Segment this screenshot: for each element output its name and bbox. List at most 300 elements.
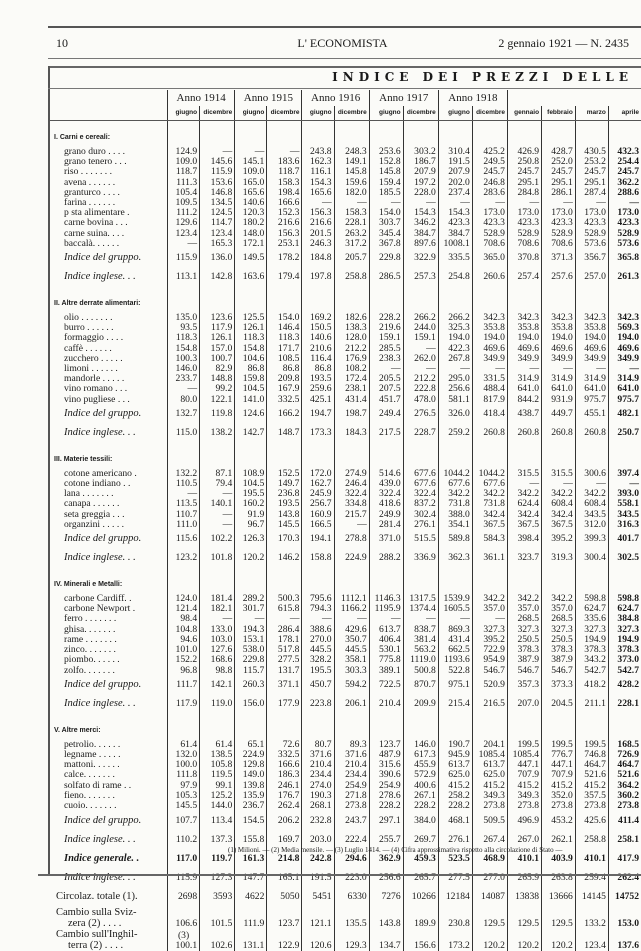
value-cell: 108.9 [235, 469, 267, 479]
value-cell: 273.8 [542, 801, 576, 811]
value-cell: 426.9 [507, 147, 541, 157]
value-cell: 117.0 [168, 849, 200, 868]
value-cell: 357.5 [575, 791, 608, 801]
value-cell: 177.9 [267, 695, 302, 714]
year-header: Anno 1917 [369, 90, 438, 106]
value-cell: 273.8 [608, 801, 641, 811]
value-cell: 117.9 [200, 323, 235, 333]
value-cell: 159.4 [369, 178, 403, 188]
value-cell: 131.7 [267, 666, 302, 676]
value-cell: 109.0 [168, 157, 200, 167]
value-cell: 123.7 [369, 740, 403, 750]
value-cell: 267.4 [472, 830, 507, 849]
value-cell: 438.7 [507, 405, 541, 424]
month-corner-cell [50, 106, 168, 121]
value-cell: 295.1 [507, 178, 541, 188]
value-cell [575, 929, 608, 951]
month-header: dicembre [334, 106, 369, 121]
value-cell: 216.6 [302, 218, 334, 228]
value-cell [403, 714, 438, 740]
value-cell: 145.8 [369, 167, 403, 177]
value-cell: 115.9 [168, 249, 200, 268]
value-cell: 316.3 [608, 520, 641, 530]
value-cell: 294.6 [334, 849, 369, 868]
value-cell: 172.4 [334, 374, 369, 384]
value-cell [608, 287, 641, 313]
value-cell: 263.2 [334, 229, 369, 239]
value-cell: 708.6 [472, 239, 507, 249]
value-cell: 270.0 [302, 635, 334, 645]
commodity-label: grano duro . . . . [50, 147, 168, 157]
value-cell: 204.1 [472, 740, 507, 750]
value-cell: 123.4 [168, 229, 200, 239]
value-cell: 86.8 [302, 364, 334, 374]
footnote-marker: (3) [170, 931, 197, 941]
value-cell: 228.2 [403, 801, 438, 811]
value-cell: 232.8 [302, 811, 334, 830]
value-cell [542, 929, 576, 951]
value-cell: 123.4 [200, 229, 235, 239]
value-cell: 111.3 [168, 178, 200, 188]
value-cell: 378.3 [575, 645, 608, 655]
value-cell: 158.3 [334, 208, 369, 218]
value-cell: — [403, 198, 438, 208]
value-cell: 87.1 [200, 469, 235, 479]
value-cell [403, 929, 438, 951]
value-cell: 132.0 [168, 750, 200, 760]
value-cell: 125.2 [200, 791, 235, 801]
section-title-row [50, 121, 641, 148]
value-cell: 572.9 [403, 770, 438, 780]
value-cell: 102.2 [200, 530, 235, 549]
value-cell: 157.0 [200, 344, 235, 354]
value-cell [302, 568, 334, 594]
value-cell: 357.0 [472, 604, 507, 614]
english-index-row [50, 549, 641, 568]
commodity-label: zucchero . . . . . [50, 354, 168, 364]
value-cell: 262.4 [608, 868, 641, 887]
value-cell: 343.5 [575, 510, 608, 520]
value-cell: 142.1 [200, 676, 235, 695]
value-cell: 245.7 [542, 167, 576, 177]
value-cell: 159.6 [334, 178, 369, 188]
value-cell: 123.7 [267, 907, 302, 929]
value-cell: 65.1 [235, 740, 267, 750]
value-cell: 115.0 [168, 424, 200, 443]
section-title: II. Altre derrate alimentari: [50, 287, 168, 313]
value-cell [200, 929, 235, 951]
value-cell [235, 287, 267, 313]
value-cell [369, 121, 403, 148]
value-cell: 415.2 [472, 781, 507, 791]
value-cell: 542.7 [575, 666, 608, 676]
value-cell: 173.3 [302, 424, 334, 443]
value-cell: 190.3 [302, 791, 334, 801]
value-cell: 538.0 [235, 645, 267, 655]
value-cell: 327.3 [507, 625, 541, 635]
value-cell: 94.6 [168, 635, 200, 645]
value-cell: 140.1 [200, 499, 235, 509]
value-cell: 238.3 [369, 354, 403, 364]
value-cell [235, 568, 267, 594]
value-cell [200, 714, 235, 740]
value-cell: 349.3 [472, 791, 507, 801]
value-cell: 315.5 [507, 469, 541, 479]
value-cell: 250.7 [608, 424, 641, 443]
value-cell: 390.6 [369, 770, 403, 780]
value-cell: 449.7 [542, 405, 576, 424]
value-cell: 342.2 [575, 489, 608, 499]
value-cell: 546.7 [507, 666, 541, 676]
value-cell: 397.4 [608, 469, 641, 479]
value-cell: 469.6 [608, 344, 641, 354]
value-cell: 111.8 [168, 770, 200, 780]
value-cell: 98.8 [200, 666, 235, 676]
value-cell: 110.2 [168, 830, 200, 849]
value-cell: 101.8 [200, 549, 235, 568]
value-cell: 418.6 [369, 499, 403, 509]
value-cell: 371.3 [542, 249, 576, 268]
value-cell: 517.8 [267, 645, 302, 655]
value-cell: 223.0 [334, 868, 369, 887]
value-cell: — [403, 364, 438, 374]
commodity-label: organzini . . . . . [50, 520, 168, 530]
value-cell: 159.1 [369, 333, 403, 343]
value-cell [168, 287, 200, 313]
value-cell: — [302, 614, 334, 624]
year-header-row [50, 90, 641, 106]
page-header [56, 34, 629, 52]
value-cell: 179.4 [267, 268, 302, 287]
value-cell: 267.8 [438, 354, 472, 364]
value-cell: 246.1 [267, 781, 302, 791]
value-cell: 191.5 [438, 157, 472, 167]
value-cell: 161.3 [235, 849, 267, 868]
value-cell: 118.7 [267, 167, 302, 177]
value-cell: 367.8 [369, 239, 403, 249]
value-cell: 184.3 [334, 424, 369, 443]
value-cell: 244.0 [403, 323, 438, 333]
value-cell: 1044.2 [438, 469, 472, 479]
value-cell: 1317.5 [403, 594, 438, 604]
value-cell: 123.2 [168, 549, 200, 568]
value-cell: 194.9 [575, 635, 608, 645]
value-cell: 1119.0 [403, 655, 438, 665]
value-cell: 113.1 [168, 268, 200, 287]
value-cell: — [200, 520, 235, 530]
value-cell: 677.6 [438, 479, 472, 489]
commodity-label: calce. . . . . . . [50, 770, 168, 780]
value-cell [334, 443, 369, 469]
month-header: febbraio [542, 106, 576, 121]
value-cell: 708.6 [507, 239, 541, 249]
value-cell [608, 443, 641, 469]
value-cell: 297.1 [369, 811, 403, 830]
value-cell: 259.6 [302, 384, 334, 394]
commodity-row [50, 395, 641, 405]
value-cell: 182.6 [334, 313, 369, 323]
value-cell: 384.7 [438, 229, 472, 239]
value-cell: 145.5 [267, 520, 302, 530]
value-cell: 624.4 [507, 499, 541, 509]
value-cell: 319.3 [542, 549, 576, 568]
value-cell: 135.5 [334, 907, 369, 929]
value-cell: 115.6 [168, 530, 200, 549]
value-cell: 160.9 [302, 510, 334, 520]
value-cell: 269.7 [403, 830, 438, 849]
commodity-label: zinco. . . . . . . [50, 645, 168, 655]
value-cell: 625.0 [438, 770, 472, 780]
value-cell: 194.0 [438, 333, 472, 343]
value-cell: 120.3 [235, 208, 267, 218]
value-cell: 257.6 [542, 268, 576, 287]
value-cell: 844.2 [507, 395, 541, 405]
commodity-label: petrolio. . . . . . [50, 740, 168, 750]
general-index-label: Indice generale. . [50, 849, 168, 868]
value-cell: 7276 [369, 887, 403, 907]
title-rule [48, 88, 641, 89]
group-index-label: Indice del gruppo. [50, 676, 168, 695]
value-cell: 273.8 [507, 801, 541, 811]
value-cell: 422.3 [438, 344, 472, 354]
value-cell: 349.9 [575, 354, 608, 364]
value-cell [267, 287, 302, 313]
value-text: 122.9 [269, 941, 299, 951]
value-cell: 173.0 [472, 208, 507, 218]
value-cell [369, 714, 403, 740]
table-title: INDICE DEI PREZZI DELLE [332, 70, 633, 84]
month-header: giugno [168, 106, 200, 121]
value-cell: 378.3 [608, 645, 641, 655]
month-header: marzo [575, 106, 608, 121]
value-cell: 746.8 [575, 750, 608, 760]
value-cell: 257.0 [575, 268, 608, 287]
value-cell: 159.1 [403, 333, 438, 343]
value-cell: 194.0 [575, 333, 608, 343]
value-cell: 367.5 [472, 520, 507, 530]
group-index-row [50, 811, 641, 830]
value-cell: — [542, 364, 576, 374]
value-cell: 837.2 [403, 499, 438, 509]
group-index-label: Indice del gruppo. [50, 405, 168, 424]
uk-exchange-row [50, 929, 641, 951]
commodity-label: zolfo. . . . . . . [50, 666, 168, 676]
commodity-label: seta greggia . . . [50, 510, 168, 520]
value-cell: 98.4 [168, 614, 200, 624]
value-cell: 105.3 [168, 791, 200, 801]
value-cell: 528.9 [608, 229, 641, 239]
footnote: (1) Milioni. — (2) Media mensile. — (3) Luglio 1414. — (4) Cifra approssimativa rispetto alla circolazione di Stato — [228, 846, 562, 854]
value-cell: 104.8 [168, 625, 200, 635]
value-cell: 136.0 [200, 249, 235, 268]
value-cell: 447.1 [507, 760, 541, 770]
value-cell: 283.6 [472, 188, 507, 198]
value-cell: 384.8 [608, 614, 641, 624]
value-cell: 617.3 [403, 750, 438, 760]
value-cell: 261.3 [608, 268, 641, 287]
value-cell: 522.8 [438, 666, 472, 676]
value-cell: 353.8 [507, 323, 541, 333]
value-cell: 228.2 [369, 313, 403, 323]
value-cell: 193.5 [267, 499, 302, 509]
commodity-label: carbone Newport . [50, 604, 168, 614]
value-cell: 677.6 [403, 479, 438, 489]
top-rule [48, 26, 641, 28]
value-cell: 415.2 [542, 781, 576, 791]
value-cell: 199.5 [542, 740, 576, 750]
group-index-label: Indice del gruppo. [50, 811, 168, 830]
value-cell: — [575, 479, 608, 489]
value-cell: 206.1 [334, 695, 369, 714]
value-cell: 169.2 [302, 313, 334, 323]
value-cell: 289.2 [235, 594, 267, 604]
value-cell: 194.9 [608, 635, 641, 645]
value-cell: 181.4 [200, 594, 235, 604]
value-cell: 230.8 [438, 907, 472, 929]
value-cell: 345.4 [369, 229, 403, 239]
commodity-label: vino romano . . . [50, 384, 168, 394]
value-cell: 243.7 [334, 811, 369, 830]
value-cell: 469.6 [575, 344, 608, 354]
price-index-table [50, 90, 641, 951]
value-cell: 295.1 [575, 178, 608, 188]
value-cell: 194.0 [507, 333, 541, 343]
value-cell: 335.5 [438, 249, 472, 268]
year-header: Anno 1914 [168, 90, 235, 106]
commodity-label: cotone americano . [50, 469, 168, 479]
value-cell: — [403, 614, 438, 624]
value-cell: — [168, 489, 200, 499]
value-cell [438, 443, 472, 469]
value-cell: 236.7 [235, 801, 267, 811]
value-cell: 154.3 [438, 208, 472, 218]
value-cell: 154.3 [302, 178, 334, 188]
value-cell: 123.6 [200, 313, 235, 323]
value-cell [267, 121, 302, 148]
value-cell: 342.2 [438, 489, 472, 499]
value-cell: 439.0 [369, 479, 403, 489]
commodity-label: riso . . . . . . . [50, 167, 168, 177]
value-cell: 266.2 [403, 313, 438, 323]
value-cell: 165.6 [302, 188, 334, 198]
value-cell: 167.9 [267, 384, 302, 394]
value-cell: 423.3 [608, 218, 641, 228]
value-cell: 286.4 [267, 625, 302, 635]
section-title-row [50, 568, 641, 594]
value-cell: 288.6 [608, 188, 641, 198]
value-cell: — [168, 384, 200, 394]
value-cell: — [334, 520, 369, 530]
value-cell: — [608, 198, 641, 208]
value-cell: 133.2 [575, 907, 608, 929]
value-cell: 237.4 [438, 188, 472, 198]
value-cell: 194.0 [542, 333, 576, 343]
value-cell: 194.3 [235, 625, 267, 635]
value-cell: 431.4 [438, 635, 472, 645]
value-cell: 97.9 [168, 781, 200, 791]
value-cell: 194.7 [302, 405, 334, 424]
value-cell [334, 929, 369, 951]
value-cell: 96.8 [168, 666, 200, 676]
value-cell [438, 121, 472, 148]
value-cell: 170.3 [267, 530, 302, 549]
value-cell: 119.5 [200, 770, 235, 780]
commodity-label: lana . . . . . . . [50, 489, 168, 499]
value-cell: 149.5 [235, 249, 267, 268]
group-index-row [50, 676, 641, 695]
value-cell: 415.2 [438, 781, 472, 791]
value-cell: 228.7 [403, 424, 438, 443]
value-cell: 143.8 [369, 907, 403, 929]
english-index-row [50, 268, 641, 287]
value-cell: 125.5 [235, 313, 267, 323]
value-cell: 624.7 [575, 604, 608, 614]
value-cell: 6330 [334, 887, 369, 907]
value-cell: 163.6 [235, 268, 267, 287]
value-cell: 342.2 [542, 594, 576, 604]
value-cell [507, 287, 541, 313]
value-cell [334, 287, 369, 313]
value-cell [608, 929, 641, 951]
value-cell: 254.4 [608, 157, 641, 167]
value-cell: 259.2 [438, 424, 472, 443]
value-cell: 361.1 [472, 549, 507, 568]
value-cell: 388.6 [302, 625, 334, 635]
value-cell [575, 121, 608, 148]
month-header: giugno [438, 106, 472, 121]
value-cell: 387.9 [542, 655, 576, 665]
section-title-row [50, 287, 641, 313]
label-line: Cambio sulla Sviz- [56, 907, 165, 918]
value-cell [608, 121, 641, 148]
value-cell: 542.7 [608, 666, 641, 676]
value-cell: 423.3 [575, 218, 608, 228]
value-cell [302, 443, 334, 469]
value-cell: 277.0 [472, 868, 507, 887]
value-cell: — [369, 614, 403, 624]
value-cell: 722.9 [472, 645, 507, 655]
value-cell: 234.4 [334, 770, 369, 780]
value-cell: 156.3 [302, 208, 334, 218]
value-cell: 186.3 [267, 770, 302, 780]
value-cell: 148.0 [235, 229, 267, 239]
value-cell: 415.2 [507, 781, 541, 791]
value-cell: 358.1 [334, 655, 369, 665]
value-cell: 573.6 [608, 239, 641, 249]
circulation-row [50, 887, 641, 907]
value-cell: 399.3 [575, 530, 608, 549]
value-cell: 124.0 [168, 594, 200, 604]
value-cell: 153.0 [608, 907, 641, 929]
value-cell: 897.6 [403, 239, 438, 249]
value-cell: 217.5 [369, 424, 403, 443]
value-cell: 356.7 [575, 249, 608, 268]
commodity-label: legname . . . . . [50, 750, 168, 760]
commodity-row [50, 666, 641, 676]
value-cell: — [438, 614, 472, 624]
value-cell: 178.2 [267, 249, 302, 268]
value-cell: 250.5 [542, 635, 576, 645]
value-cell: 258.8 [575, 830, 608, 849]
value-cell: 360.2 [608, 791, 641, 801]
value-cell: 135.0 [168, 313, 200, 323]
value-cell: 931.9 [542, 395, 576, 405]
value-cell: 342.3 [507, 313, 541, 323]
value-cell: 108.5 [267, 354, 302, 364]
value-cell: 523.5 [438, 849, 472, 868]
section-title: V. Altre merci: [50, 714, 168, 740]
value-cell [438, 568, 472, 594]
